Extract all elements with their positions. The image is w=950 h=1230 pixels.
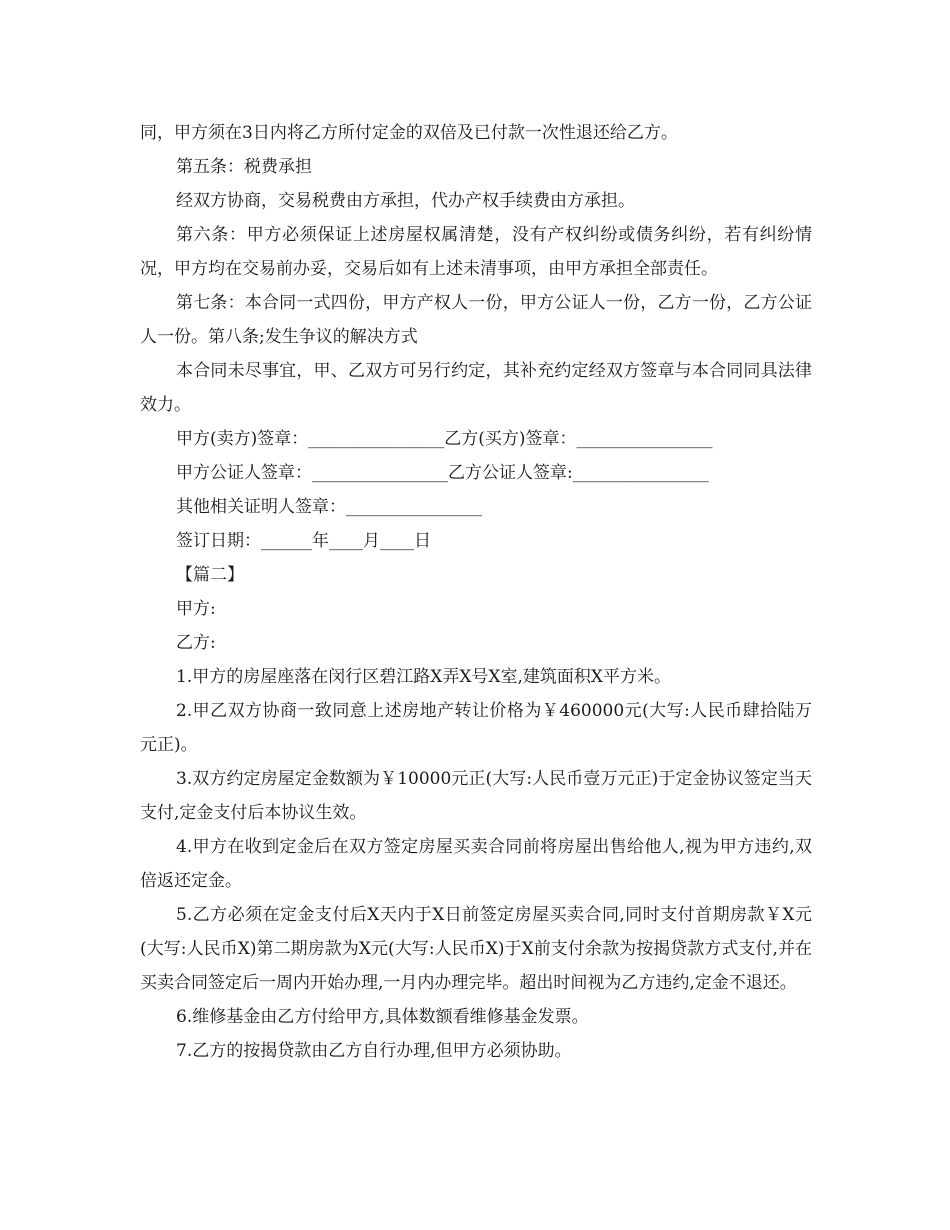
clause-4: 4.甲方在收到定金后在双方签定房屋买卖合同前将房屋出售给他人,视为甲方违约,双倍返还定金。 xyxy=(140,837,812,891)
paragraph-tax: 经双方协商，交易税费由方承担，代办产权手续费由方承担。 xyxy=(176,191,635,211)
document-page xyxy=(140,116,812,1068)
signature-line-parties: 甲方(卖方)签章：________________乙方(买方)签章：________________ xyxy=(176,429,713,449)
clause-2: 2.甲乙双方协商一致同意上述房地产转让价格为￥460000元(大写:人民币肆拾陆万元正)。 xyxy=(140,701,812,755)
paragraph-supplement: 本合同未尽事宜，甲、乙双方可另行约定，其补充约定经双方签章与本合同同具法律效力。 xyxy=(140,361,812,415)
signature-line-notaries: 甲方公证人签章：________________乙方公证人签章:________________ xyxy=(176,463,709,483)
signature-line-witness: 其他相关证明人签章：________________ xyxy=(176,497,482,517)
clause-3: 3.双方约定房屋定金数额为￥10000元正(大写:人民币壹万元正)于定金协议签定当天支付,定金支付后本协议生效。 xyxy=(140,769,812,823)
party-a-label: 甲方: xyxy=(176,599,216,619)
signing-date-line: 签订日期：______年____月____日 xyxy=(176,531,431,551)
clause-5: 5.乙方必须在定金支付后X天内于X日前签定房屋买卖合同,同时支付首期房款￥X元(大写:人民币X)第二期房款为X元(大写:人民币X)于X前支付余款为按揭贷款方式支付,并在买卖合同签定后一周内开始办理,一月内办理完毕。超出时间视为乙方违约,定金不退还。 xyxy=(140,905,812,993)
paragraph-article-6: 第六条：甲方必须保证上述房屋权属清楚，没有产权纠纷或债务纠纷，若有纠纷情况，甲方均在交易前办妥，交易后如有上述未清事项，由甲方承担全部责任。 xyxy=(140,225,812,279)
paragraph-article-7: 第七条：本合同一式四份，甲方产权人一份，甲方公证人一份，乙方一份，乙方公证人一份。第八条;发生争议的解决方式 xyxy=(140,293,812,347)
heading-article-5: 第五条：税费承担 xyxy=(176,157,312,177)
paragraph-refund-clause: 同，甲方须在3日内将乙方所付定金的双倍及已付款一次性退还给乙方。 xyxy=(140,123,678,143)
section-heading-part-2: 【篇二】 xyxy=(176,565,244,585)
clause-7: 7.乙方的按揭贷款由乙方自行办理,但甲方必须协助。 xyxy=(176,1041,572,1061)
clause-6: 6.维修基金由乙方付给甲方,具体数额看维修基金发票。 xyxy=(176,1007,589,1027)
party-b-label: 乙方: xyxy=(176,633,216,653)
clause-1: 1.甲方的房屋座落在闵行区碧江路X弄X号X室,建筑面积X平方米。 xyxy=(176,667,672,687)
